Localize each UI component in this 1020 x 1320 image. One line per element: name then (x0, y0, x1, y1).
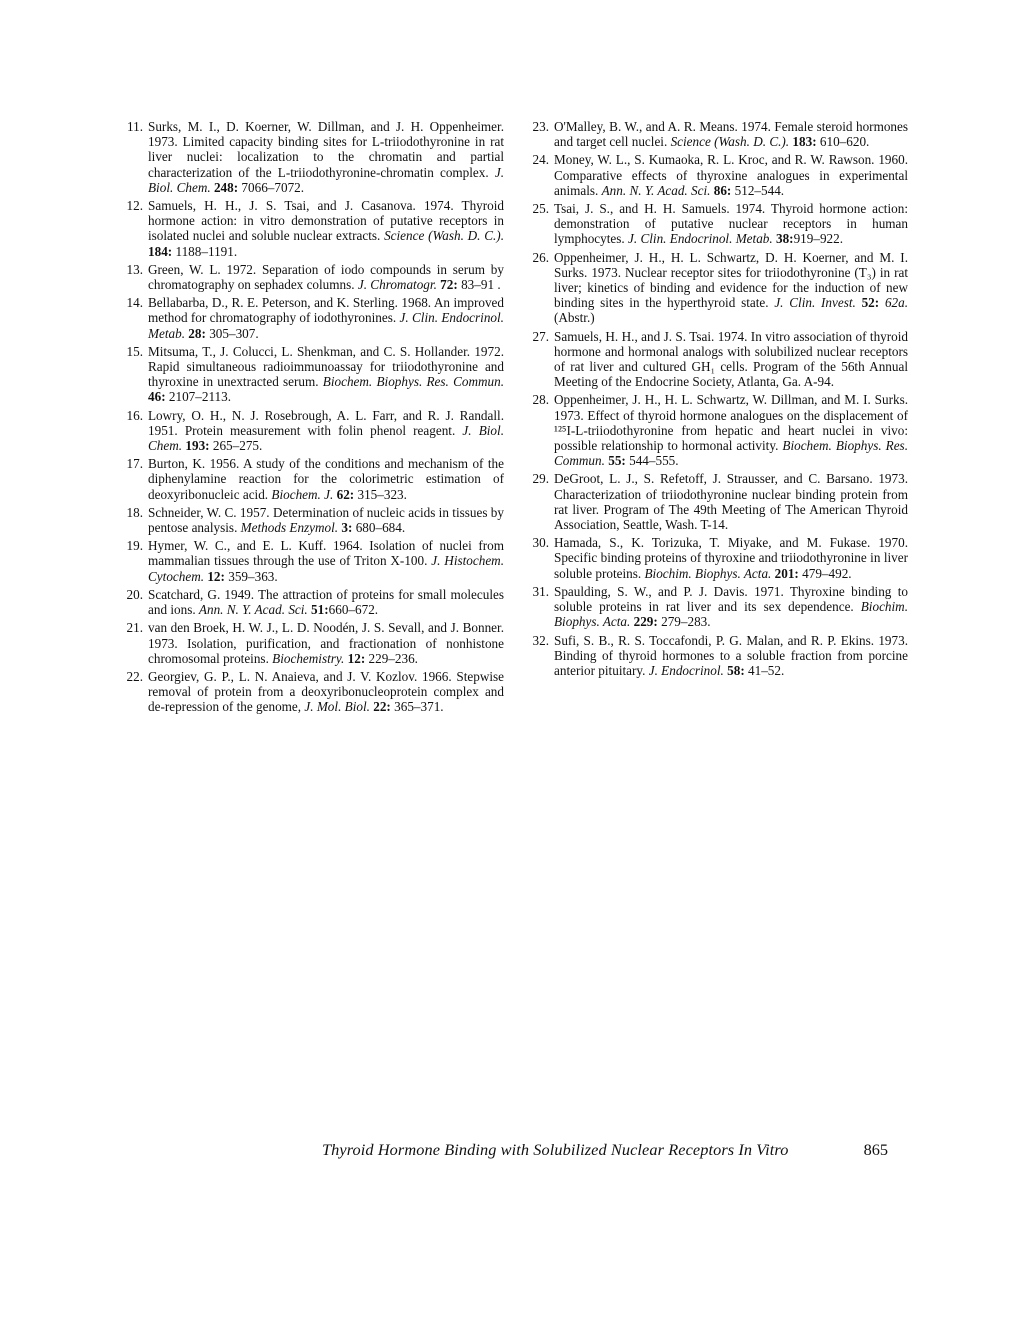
reference-text: 479–492. (798, 565, 852, 581)
reference-number: 12. (126, 198, 143, 214)
reference-number: 20. (126, 586, 143, 602)
reference-text: Hymer, W. C., and E. L. Kuff. 1964. Isolation of nuclei from mammalian tissues through the use of Triton X-100. (148, 538, 504, 569)
reference-number: 27. (532, 328, 549, 344)
reference-number: 25. (532, 201, 549, 217)
reference-text: 7066–7072. (238, 179, 305, 195)
reference-number: 24. (532, 152, 549, 168)
reference-column-right (526, 119, 908, 681)
reference-text: Samuels, H. H., J. S. Tsai, and J. Casanova. 1974. Thyroid hormone action: in vitro demonstration of putative receptors in isolated nuclei and soluble nuclear extracts. (148, 198, 504, 244)
reference-number: 23. (532, 119, 549, 134)
reference-number: 22. (126, 668, 143, 684)
volume-number: 62: (336, 486, 355, 502)
reference-text: 544–555. (625, 453, 679, 469)
journal-name: Biochem. J. (271, 486, 334, 502)
reference-text: 660–672. (328, 602, 379, 618)
volume-number: 51: (311, 602, 329, 618)
reference-number: 19. (126, 538, 143, 554)
reference-item (526, 471, 908, 532)
volume-number: 12: (207, 568, 225, 584)
journal-name: Biochim. Biophys. Acta. (554, 599, 908, 630)
reference-number: 30. (532, 535, 549, 551)
volume-number: 38: (775, 231, 794, 247)
reference-text: 41–52. (744, 662, 785, 678)
reference-item (120, 119, 504, 195)
journal-name: J. Histochem. Cytochem. (148, 553, 504, 584)
volume-number: 28: (188, 325, 206, 341)
reference-item (526, 329, 908, 390)
reference-item (120, 620, 504, 666)
reference-number: 15. (126, 343, 143, 359)
journal-name: J. Biol. Chem. (148, 422, 504, 454)
reference-text: Bellabarba, D., R. E. Peterson, and K. Sterling. 1968. An improved method for chromatography of iodothyronines. (148, 295, 504, 326)
journal-name: J. Clin. Invest. (774, 295, 856, 311)
volume-number: 193: (185, 438, 210, 454)
reference-text: 1188–1191. (172, 243, 238, 259)
reference-text: Surks, M. I., D. Koerner, W. Dillman, and J. H. Oppenheimer. 1973. Limited capacity binding sites for L-triiodothyronine in rat liver nuclei: localization to the chromatin and partial characterization of the L-triiodothyronine-chromatin complex. (148, 119, 504, 180)
reference-number: 26. (532, 249, 549, 265)
reference-text: 610–620. (816, 134, 870, 150)
journal-name: Ann. N. Y. Acad. Sci. (601, 182, 711, 198)
reference-text: (Abstr.) (554, 310, 595, 326)
volume-number: 72: (440, 277, 458, 293)
volume-number: 183: (792, 134, 817, 150)
volume-number: 248: (213, 179, 239, 195)
volume-number: 46: (148, 389, 166, 405)
reference-text: Lowry, O. H., N. J. Rosebrough, A. L. Farr, and R. J. Randall. 1951. Protein measurement with folin phenol reagent. (148, 407, 504, 438)
reference-text: Sufi, S. B., R. S. Toccafondi, P. G. Malan, and R. P. Ekins. 1973. Binding of thyroid hormones to a soluble fraction from porcine anterior pituitary. (554, 632, 908, 678)
volume-number: 184: (148, 243, 173, 259)
volume-number: 55: (608, 453, 626, 469)
reference-item (120, 295, 504, 341)
reference-number: 31. (532, 583, 549, 599)
reference-text: Samuels, H. H., and J. S. Tsai. 1974. In vitro association of thyroid hormone and hormonal analogs with solubilized nuclear receptors of rat liver and cultured GH₁ cells. Program of the 56th Annual Meeting of the Endocrine Society, Atlanta, Ga. A-94. (554, 328, 908, 390)
reference-item (526, 201, 908, 247)
reference-text: 512–544. (731, 182, 785, 198)
reference-text: Burton, K. 1956. A study of the conditions and mechanism of the diphenylamine reaction for the colorimetric estimation of deoxyribonucleic acid. (148, 456, 504, 502)
reference-item (120, 198, 504, 259)
reference-text: Hamada, S., K. Torizuka, T. Miyake, and M. Fukase. 1970. Specific binding proteins of thyroxine and triiodothyronine in liver soluble proteins. (554, 535, 908, 581)
reference-item (526, 152, 908, 198)
journal-name: Ann. N. Y. Acad. Sci. (198, 602, 308, 618)
reference-item (526, 119, 908, 149)
reference-text: 83–91 . (457, 277, 501, 293)
reference-text: Mitsuma, T., J. Colucci, L. Shenkman, and C. S. Hollander. 1972. Rapid simultaneous radioimmunoassay for triiodothyronine and thyroxine in unextracted serum. (148, 343, 504, 390)
reference-column-left (120, 119, 504, 718)
reference-item (120, 262, 504, 292)
page-footer (322, 1140, 888, 1160)
reference-item (120, 456, 504, 502)
journal-name: J. Endocrinol. (648, 662, 724, 678)
reference-text: Spaulding, S. W., and P. J. Davis. 1971. Thyroxine binding to soluble proteins in rat liver and its sex dependence. (554, 583, 908, 615)
reference-item (120, 669, 504, 715)
reference-item (120, 538, 504, 584)
reference-number: 32. (532, 632, 549, 648)
journal-name: J. Biol. Chem. (148, 164, 504, 195)
reference-item (526, 250, 908, 326)
journal-name: J. Chromatogr. (357, 277, 437, 293)
journal-name: Biochem. Biophys. Res. Commun. (322, 374, 504, 390)
journal-name: J. Mol. Biol. (304, 699, 370, 715)
reference-text: Green, W. L. 1972. Separation of iodo compounds in serum by chromatography on sephadex columns. (148, 261, 504, 293)
reference-text: 279–283. (657, 614, 711, 630)
journal-name: J. Clin. Endocrinol. Metab. (148, 310, 504, 341)
journal-name: Methods Enzymol. (240, 520, 339, 536)
reference-item (526, 535, 908, 581)
journal-name: Biochim. Biophys. Acta. (644, 565, 772, 581)
volume-number: 12: (347, 650, 366, 666)
reference-text: 305–307. (205, 325, 259, 341)
volume-number: 52: (861, 295, 880, 311)
running-title: Thyroid Hormone Binding with Solubilized Nuclear Receptors In Vitro (322, 1140, 789, 1159)
reference-item (526, 392, 908, 468)
reference-number: 28. (532, 392, 549, 408)
reference-number: 11. (127, 119, 143, 134)
volume-number: 86: (713, 182, 732, 198)
reference-item (120, 408, 504, 454)
reference-text: 680–684. (352, 520, 406, 536)
reference-text: van den Broek, H. W. J., L. D. Noodén, J. S. Sevall, and J. Bonner. 1973. Isolation, purification, and fractionation of nonhistone chromosomal proteins. (148, 620, 504, 666)
reference-text: DeGroot, L. J., S. Refetoff, J. Strausser, and C. Barsano. 1973. Characterization of triiodothyronine nuclear binding protein from rat liver. Program of The 49th Meeting of The American Thyroid Association, Seattle, Wash. T-14. (554, 471, 908, 533)
reference-text: O'Malley, B. W., and A. R. Means. 1974. Female steroid hormones and target cell nuclei. (554, 119, 908, 150)
reference-number: 16. (126, 407, 143, 423)
journal-name: Biochem. Biophys. Res. Commun. (554, 438, 908, 469)
reference-text: 2107–2113. (165, 389, 232, 405)
volume-number: 58: (727, 662, 745, 678)
volume-number: 22: (373, 699, 391, 715)
journal-name: 62a. (884, 295, 909, 311)
reference-item (526, 584, 908, 630)
reference-item (120, 587, 504, 617)
volume-number: 201: (774, 565, 799, 581)
page-number: 865 (863, 1140, 888, 1159)
reference-text: Money, W. L., S. Kumaoka, R. L. Kroc, and R. W. Rawson. 1960. Comparative effects of thyroxine analogues in experimental animals. (554, 152, 908, 198)
reference-number: 14. (126, 295, 143, 311)
volume-number: 229: (633, 614, 658, 630)
journal-name: Biochemistry. (272, 650, 345, 666)
reference-text: 229–236. (365, 650, 418, 666)
reference-number: 21. (126, 620, 143, 636)
reference-text: Schneider, W. C. 1957. Determination of nucleic acids in tissues by pentose analysis. (148, 504, 504, 536)
reference-text: 265–275. (209, 438, 263, 454)
reference-number: 17. (126, 456, 143, 472)
reference-number: 13. (126, 261, 143, 277)
journal-name: Science (Wash. D. C.). (670, 134, 790, 150)
reference-item (120, 505, 504, 535)
reference-text: 365–371. (390, 699, 444, 715)
reference-number: 18. (126, 504, 143, 520)
reference-text: Georgiev, G. P., L. N. Anaieva, and J. V. Kozlov. 1966. Stepwise removal of protein from a deoxyribonucleoprotein complex and de-repression of the genome, (148, 668, 504, 715)
journal-name: Science (Wash. D. C.). (384, 228, 504, 244)
reference-text: Tsai, J. S., and H. H. Samuels. 1974. Thyroid hormone action: demonstration of putative nuclear receptors in human lymphocytes. (554, 201, 908, 247)
reference-text: Oppenheimer, J. H., H. L. Schwartz, D. H. Koerner, and M. I. Surks. 1973. Nuclear receptor sites for triiodothyronine (T₃) in rat liver; kinetics of binding and evidence for the induction of new binding sites in the hyperthyroid state. (554, 249, 908, 311)
reference-number: 29. (532, 471, 549, 487)
reference-text: Oppenheimer, J. H., H. L. Schwartz, W. Dillman, and M. I. Surks. 1973. Effect of thyroid hormone analogues on the displacement of ¹²⁵I-L-triiodothyronine from hepatic and heart nuclei in vivo: possible relationship to hormonal activity. (554, 392, 908, 454)
reference-text: 919–922. (793, 231, 844, 247)
volume-number: 3: (341, 520, 353, 536)
reference-item (120, 344, 504, 405)
reference-text: 315–323. (354, 486, 407, 502)
reference-text: Scatchard, G. 1949. The attraction of proteins for small molecules and ions. (148, 586, 504, 618)
reference-item (526, 633, 908, 679)
reference-text: 359–363. (224, 568, 278, 584)
journal-name: J. Clin. Endocrinol. Metab. (628, 231, 773, 247)
